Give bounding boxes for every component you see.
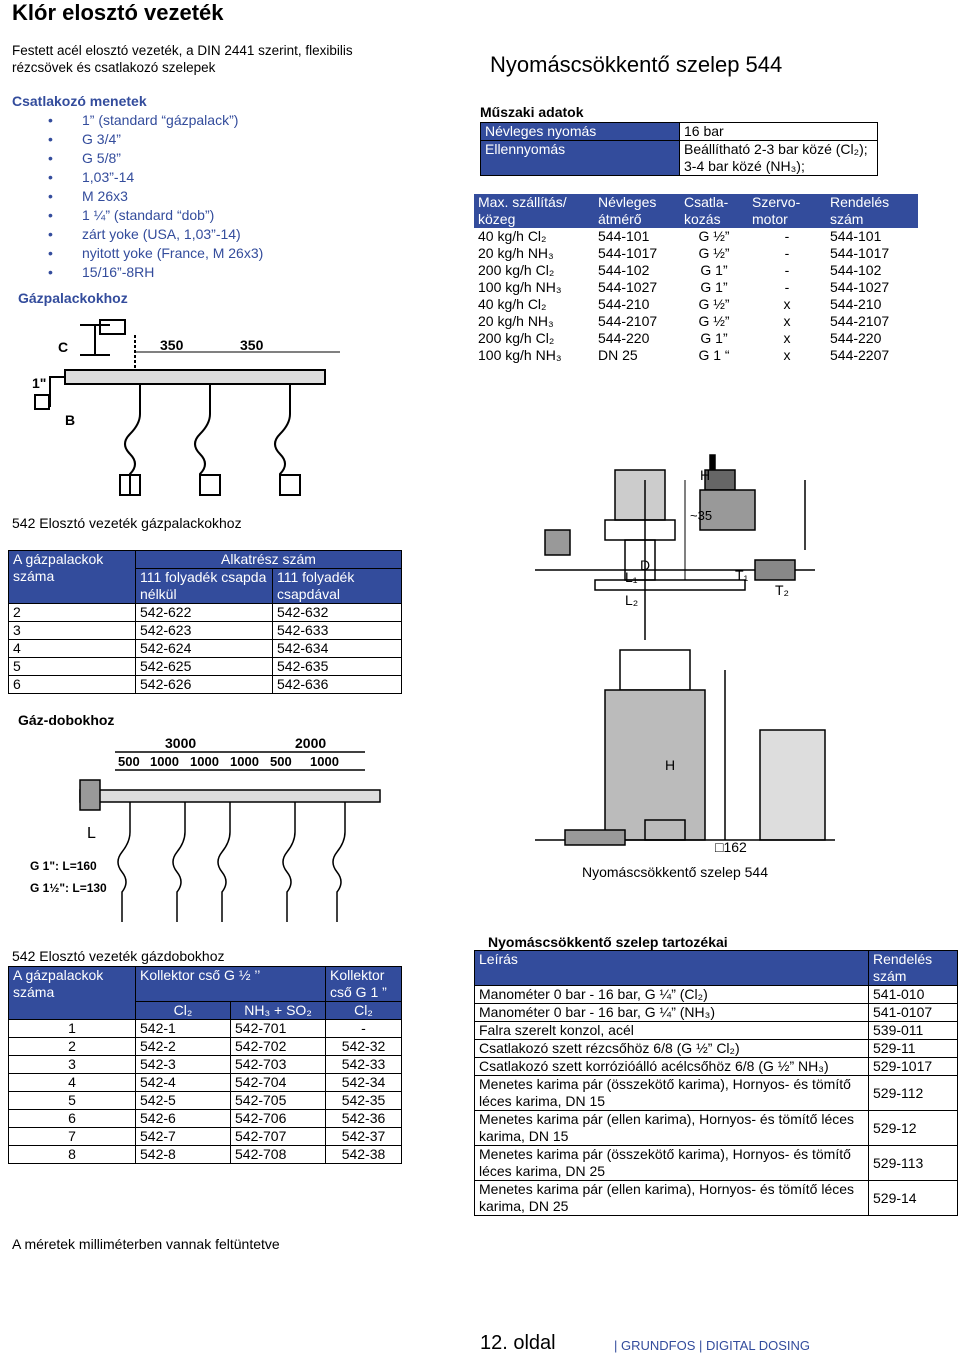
dim-3000: 3000: [165, 735, 197, 751]
table-cell: G 1”: [700, 262, 728, 278]
table-cell: 542-707: [231, 1128, 326, 1146]
table-cell: 542-33: [326, 1056, 402, 1074]
vd-35: ~35: [690, 508, 713, 523]
vd-l1: L₁: [625, 569, 638, 585]
dim-1000b: 1000: [190, 754, 219, 769]
table-cell: 20 kg/h NH₃: [478, 245, 554, 261]
dims-note: A méretek milliméterben vannak feltüntetve: [12, 1236, 280, 1252]
vd-h: H: [700, 467, 711, 483]
table-cell: 542-1: [136, 1020, 231, 1038]
table-cell: 544-2107: [598, 313, 658, 329]
nominal-pressure-label: Névleges nyomás: [481, 123, 680, 141]
table-cell: G ½”: [698, 228, 730, 244]
bullet-icon: •: [48, 207, 53, 223]
cyl-table: [8, 550, 402, 694]
table-cell: 2: [9, 1038, 136, 1056]
g12-note: G 1½": L=130: [30, 881, 107, 895]
table-row: [475, 1146, 958, 1181]
cyl-h-group: Alkatrész szám: [136, 551, 402, 569]
vd-162: □162: [715, 839, 747, 855]
table-cell: 542-636: [273, 676, 402, 694]
label-1in: 1": [32, 375, 47, 391]
vt-h0: Max. szállítás/ közeg: [478, 194, 567, 227]
table-row: [474, 296, 918, 313]
table-row: [9, 658, 402, 676]
connector-item: [12, 168, 263, 187]
dim-l: L: [87, 825, 96, 842]
table-cell: Menetes karima pár (ellen karima), Hornyos- és tömítő léces karima, DN 25: [475, 1181, 869, 1216]
table-cell: 542-701: [231, 1020, 326, 1038]
connector-items: [12, 111, 263, 282]
connector-item: [12, 206, 263, 225]
bullet-icon: •: [48, 112, 53, 128]
table-cell: 544-101: [830, 228, 882, 244]
vt-h1: Névleges átmérő: [598, 194, 657, 227]
vt-h2: Csatla-kozás: [684, 194, 729, 227]
table-cell: x: [783, 313, 791, 329]
table-cell: -: [784, 262, 790, 278]
vd-d: D: [640, 557, 651, 573]
table-cell: 542-32: [326, 1038, 402, 1056]
dim-1000d: 1000: [310, 754, 339, 769]
dim-1000a: 1000: [150, 754, 179, 769]
table-cell: 544-1027: [598, 279, 658, 295]
table-row: [475, 1040, 958, 1058]
cylinder-manifold-drawing: [20, 310, 345, 510]
bullet-icon: •: [48, 188, 53, 204]
connector-item-text: nyitott yoke (France, M 26x3): [82, 245, 264, 261]
drums-label: Gáz-dobokhoz: [18, 712, 115, 728]
table-cell: G 1”: [700, 279, 728, 295]
table-cell: G ½”: [698, 245, 730, 261]
table-cell: 8: [9, 1146, 136, 1164]
connector-item: [12, 111, 263, 130]
table-cell: 542-37: [326, 1128, 402, 1146]
table-row: [9, 1038, 402, 1056]
table-cell: 5: [9, 1092, 136, 1110]
connector-item: [12, 130, 263, 149]
vd-l2: L₂: [625, 592, 639, 608]
acc-title: Nyomáscsökkentő szelep tartozékai: [488, 934, 728, 950]
table-cell: 200 kg/h Cl₂: [478, 262, 555, 278]
table-cell: 542-8: [136, 1146, 231, 1164]
table-row: [474, 313, 918, 330]
page-title: Klór elosztó vezeték: [12, 0, 224, 25]
table-row: [475, 1004, 958, 1022]
table-row: [9, 1020, 402, 1038]
nominal-pressure-value: 16 bar: [680, 123, 878, 141]
connector-item-text: zárt yoke (USA, 1,03”-14): [82, 226, 241, 242]
table-cell: 542-708: [231, 1146, 326, 1164]
drum-h-col2: Kollektor cső G ½ ’’: [136, 967, 326, 1002]
table-row: [475, 1181, 958, 1216]
table-cell: 7: [9, 1128, 136, 1146]
table-cell: 40 kg/h Cl₂: [478, 228, 547, 244]
table-cell: 544-220: [598, 330, 650, 346]
table-cell: 542-624: [136, 640, 273, 658]
connector-item-text: G 3/4”: [82, 131, 121, 147]
table-row: [9, 676, 402, 694]
table-cell: 542-625: [136, 658, 273, 676]
table-cell: 541-010: [869, 986, 958, 1004]
table-cell: 542-6: [136, 1110, 231, 1128]
drum-sub1: Cl₂: [136, 1002, 231, 1020]
bullet-icon: •: [48, 169, 53, 185]
valve-title: Nyomáscsökkentő szelep 544: [490, 52, 783, 77]
table-cell: 3: [9, 622, 136, 640]
dim-500a: 500: [118, 754, 140, 769]
drum-sub3: Cl₂: [326, 1002, 402, 1020]
acc-h-desc: Leírás: [475, 951, 869, 986]
table-row: [475, 1058, 958, 1076]
table-cell: 544-220: [830, 330, 882, 346]
table-row: [475, 1111, 958, 1146]
label-b: B: [65, 412, 76, 428]
table-cell: 1: [9, 1020, 136, 1038]
drum-table: [8, 966, 402, 1164]
table-cell: 544-102: [598, 262, 650, 278]
table-row: [9, 622, 402, 640]
table-cell: 544-2107: [830, 313, 890, 329]
table-cell: x: [783, 347, 791, 363]
table-row: [475, 1022, 958, 1040]
table-row: [474, 262, 918, 279]
table-cell: Csatlakozó szett rézcsőhöz 6/8 (G ½” Cl₂): [475, 1040, 869, 1058]
table-cell: 40 kg/h Cl₂: [478, 296, 547, 312]
table-cell: Manométer 0 bar - 16 bar, G ¼” (Cl₂): [475, 986, 869, 1004]
connector-item: [12, 225, 263, 244]
page-number: 12. oldal: [480, 1332, 556, 1354]
drum-h-col1: A gázpalackok száma: [9, 967, 136, 1020]
table-cell: 2: [9, 604, 136, 622]
connector-item: [12, 244, 263, 263]
table-cell: -: [784, 228, 790, 244]
bullet-icon: •: [48, 245, 53, 261]
table-cell: -: [326, 1020, 402, 1038]
table-cell: 542-635: [273, 658, 402, 676]
bullet-icon: •: [48, 226, 53, 242]
table-cell: 542-634: [273, 640, 402, 658]
table-row: [475, 1076, 958, 1111]
table-cell: DN 25: [598, 347, 638, 363]
cyl-h-col1: A gázpalackok száma: [9, 551, 136, 604]
table-row: [9, 1092, 402, 1110]
table-row: [9, 1128, 402, 1146]
bullet-icon: •: [48, 264, 53, 280]
table-row: [9, 1146, 402, 1164]
table-cell: G ½”: [698, 313, 730, 329]
drum-sub2: NH₃ + SO₂: [231, 1002, 326, 1020]
table-cell: 529-112: [869, 1076, 958, 1111]
table-cell: 544-210: [830, 296, 882, 312]
table-cell: 542-3: [136, 1056, 231, 1074]
table-row: [9, 640, 402, 658]
cylinders-label: Gázpalackokhoz: [18, 290, 128, 306]
table-cell: Csatlakozó szett korrózióálló acélcsőhöz 6/8 (G ½” NH₃): [475, 1058, 869, 1076]
back-pressure-label: Ellennyomás: [481, 141, 680, 176]
table-cell: 542-38: [326, 1146, 402, 1164]
acc-h-order: Rendelés szám: [869, 951, 958, 986]
table-row: [474, 279, 918, 296]
dim-2000: 2000: [295, 735, 327, 751]
table-cell: Falra szerelt konzol, acél: [475, 1022, 869, 1040]
table-row: [474, 330, 918, 347]
table-cell: 542-704: [231, 1074, 326, 1092]
tech-table: [480, 122, 878, 176]
valve-table-header: [474, 194, 918, 228]
table-cell: 542-706: [231, 1110, 326, 1128]
table-cell: 5: [9, 658, 136, 676]
table-cell: 542-2: [136, 1038, 231, 1056]
back-pressure-value: Beállítható 2-3 bar közé (Cl₂); 3-4 bar közé (NH₃);: [680, 141, 878, 176]
valve-table: [474, 194, 918, 364]
table-cell: 544-102: [830, 262, 882, 278]
connector-item: [12, 263, 263, 282]
drum-caption: 542 Elosztó vezeték gázdobokhoz: [12, 948, 225, 964]
dim-500b: 500: [270, 754, 292, 769]
drum-manifold-drawing: [25, 730, 395, 945]
table-row: [9, 1056, 402, 1074]
table-cell: 542-623: [136, 622, 273, 640]
table-cell: 542-705: [231, 1092, 326, 1110]
table-cell: 542-7: [136, 1128, 231, 1146]
bullet-icon: •: [48, 131, 53, 147]
table-cell: x: [783, 296, 791, 312]
cyl-caption: 542 Elosztó vezeték gázpalackokhoz: [12, 515, 242, 531]
table-cell: 542-633: [273, 622, 402, 640]
table-cell: G 1 “: [698, 347, 730, 363]
table-cell: 200 kg/h Cl₂: [478, 330, 555, 346]
table-cell: 20 kg/h NH₃: [478, 313, 554, 329]
table-cell: 542-626: [136, 676, 273, 694]
table-cell: 539-011: [869, 1022, 958, 1040]
table-cell: 544-210: [598, 296, 650, 312]
table-cell: 542-34: [326, 1074, 402, 1092]
table-cell: 4: [9, 1074, 136, 1092]
table-cell: -: [784, 245, 790, 261]
table-cell: 542-35: [326, 1092, 402, 1110]
connector-item: [12, 187, 263, 206]
table-cell: 529-1017: [869, 1058, 958, 1076]
dim-1000c: 1000: [230, 754, 259, 769]
drum-h-col3: Kollektor cső G 1 ”: [326, 967, 402, 1002]
connector-label: Csatlakozó menetek: [12, 93, 147, 109]
vd-t1: T₁: [735, 567, 749, 583]
table-cell: 542-702: [231, 1038, 326, 1056]
table-row: [474, 228, 918, 245]
table-cell: Menetes karima pár (összekötő karima), Hornyos- és tömítő léces karima, DN 25: [475, 1146, 869, 1181]
table-cell: -: [784, 279, 790, 295]
bullet-icon: •: [48, 150, 53, 166]
dim-350a: 350: [160, 337, 184, 353]
table-cell: Menetes karima pár (ellen karima), Hornyos- és tömítő léces karima, DN 15: [475, 1111, 869, 1146]
tech-header: Műszaki adatok: [480, 104, 584, 120]
table-cell: 542-4: [136, 1074, 231, 1092]
label-c: C: [58, 339, 69, 355]
table-cell: 542-36: [326, 1110, 402, 1128]
vt-h3: Szervo-motor: [752, 194, 801, 227]
table-cell: 541-0107: [869, 1004, 958, 1022]
table-row: [474, 245, 918, 262]
connector-item-text: 1,03”-14: [82, 169, 135, 185]
table-cell: 542-632: [273, 604, 402, 622]
table-cell: 529-113: [869, 1146, 958, 1181]
table-row: [9, 604, 402, 622]
table-row: [9, 1110, 402, 1128]
table-cell: Manométer 0 bar - 16 bar, G ¼” (NH₃): [475, 1004, 869, 1022]
valve-caption: Nyomáscsökkentő szelep 544: [582, 864, 768, 880]
table-cell: G ½”: [698, 296, 730, 312]
connector-item-text: G 5/8”: [82, 150, 121, 166]
cyl-h-col3: 111 folyadék csapdával: [273, 569, 402, 604]
table-cell: 3: [9, 1056, 136, 1074]
vd-h2: H: [665, 757, 676, 773]
intro-text: Festett acél elosztó vezeték, a DIN 2441 szerint, flexibilis rézcsövek és csatlakozó szelepek: [12, 43, 353, 75]
footer-brand: | GRUNDFOS | DIGITAL DOSING: [614, 1338, 810, 1353]
table-cell: Menetes karima pár (összekötő karima), Hornyos- és tömítő léces karima, DN 15: [475, 1076, 869, 1111]
table-cell: 544-1017: [598, 245, 658, 261]
table-cell: 529-12: [869, 1111, 958, 1146]
table-cell: 542-5: [136, 1092, 231, 1110]
g1-note: G 1": L=160: [30, 859, 97, 873]
table-cell: 542-622: [136, 604, 273, 622]
valve-drawing: [525, 440, 840, 860]
table-cell: 529-11: [869, 1040, 958, 1058]
table-cell: G 1”: [700, 330, 728, 346]
table-row: [475, 986, 958, 1004]
table-cell: 544-2207: [830, 347, 890, 363]
connector-item: [12, 149, 263, 168]
table-cell: 544-1027: [830, 279, 890, 295]
vd-t2: T₂: [775, 582, 789, 598]
table-cell: 4: [9, 640, 136, 658]
table-cell: 544-101: [598, 228, 650, 244]
connector-item-text: M 26x3: [82, 188, 128, 204]
acc-table: [474, 950, 958, 1216]
table-cell: x: [783, 330, 791, 346]
connector-item-text: 1” (standard “gázpalack”): [82, 112, 239, 128]
table-cell: 6: [9, 1110, 136, 1128]
cyl-h-col2: 111 folyadék csapda nélkül: [136, 569, 273, 604]
connector-item-text: 1 ¼” (standard “dob”): [82, 207, 215, 223]
table-cell: 529-14: [869, 1181, 958, 1216]
vt-h4: Rendelés szám: [830, 194, 890, 227]
table-cell: 6: [9, 676, 136, 694]
dim-350b: 350: [240, 337, 264, 353]
table-row: [9, 1074, 402, 1092]
table-cell: 544-1017: [830, 245, 890, 261]
table-cell: 100 kg/h NH₃: [478, 279, 562, 295]
connector-item-text: 15/16”-8RH: [82, 264, 155, 280]
connector-list: [12, 92, 263, 282]
table-cell: 100 kg/h NH₃: [478, 347, 562, 363]
table-row: [474, 347, 918, 364]
table-cell: 542-703: [231, 1056, 326, 1074]
